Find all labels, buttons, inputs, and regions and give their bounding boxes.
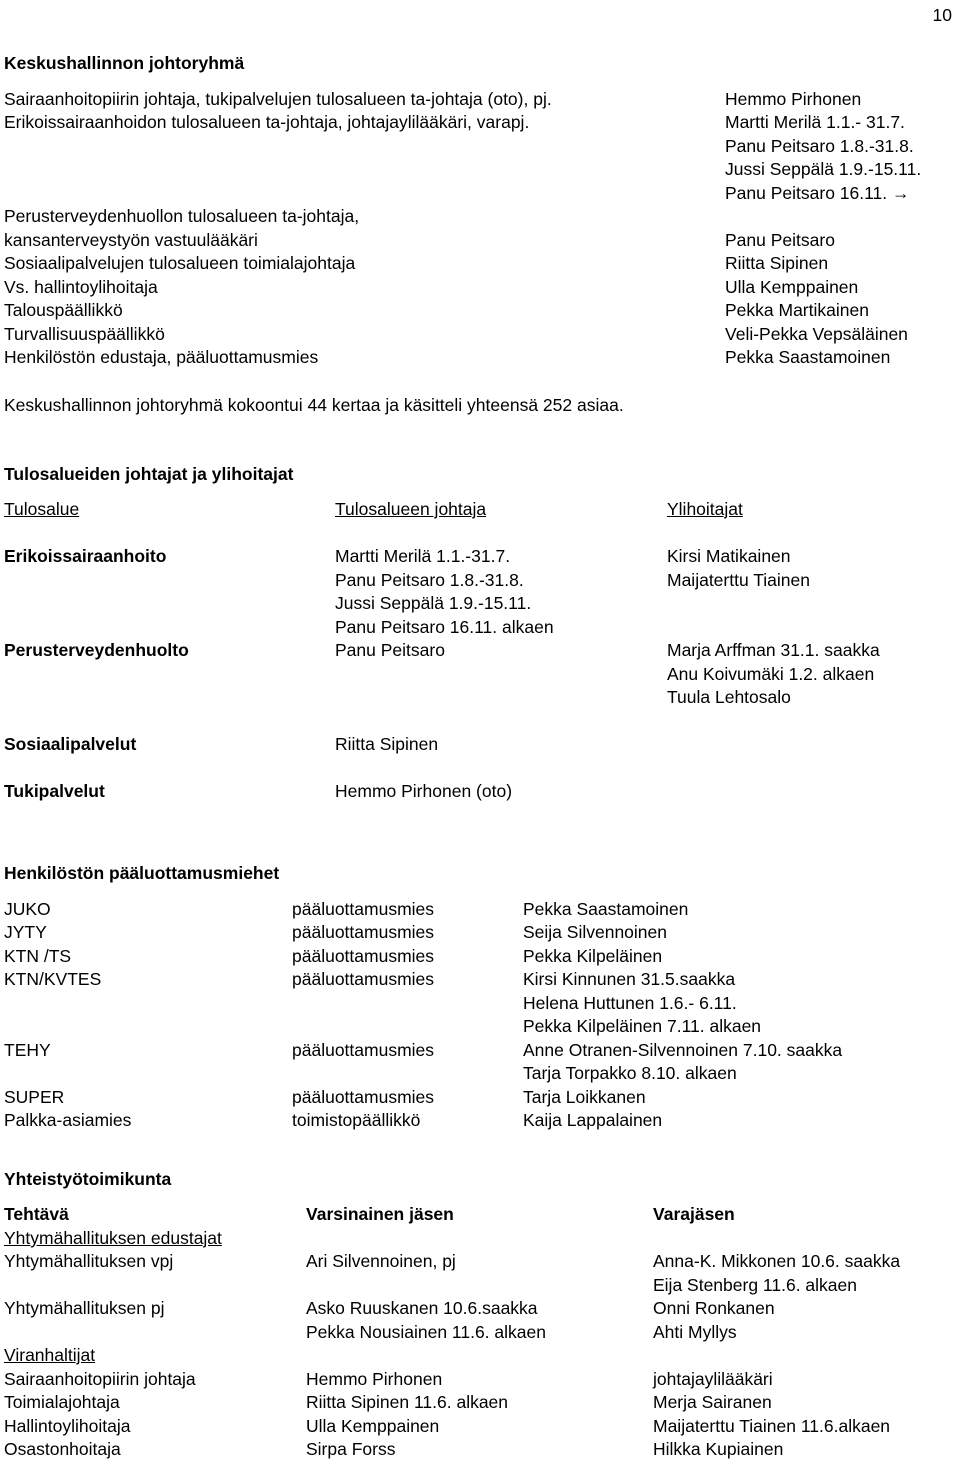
board-name: Panu Peitsaro 16.11. → [725,183,910,203]
committee-member: Hemmo Pirhonen [306,1369,443,1389]
areas-header-director: Tulosalueen johtaja [335,499,487,519]
board-role: Talouspäällikkö [4,300,123,320]
area-name: Erikoissairaanhoito [4,546,167,566]
steward-name: Helena Huttunen 1.6.- 6.11. [523,993,737,1013]
board-role: Vs. hallintoylihoitaja [4,277,158,297]
area-director: Panu Peitsaro 1.8.-31.8. [335,570,524,590]
area-director: Riitta Sipinen [335,734,439,754]
steward-name: Pekka Kilpeläinen 7.11. alkaen [523,1016,762,1036]
committee-deputy: Ahti Myllys [653,1322,737,1342]
committee-task: Yhtymähallituksen pj [4,1298,165,1318]
committee-member: Asko Ruuskanen 10.6.saakka [306,1298,538,1318]
steward-name: Kirsi Kinnunen 31.5.saakka [523,969,736,989]
board-summary: Keskushallinnon johtoryhmä kokoontui 44 kertaa ja käsitteli yhteensä 252 asiaa. [4,395,624,415]
committee-task: Yhtymähallituksen vpj [4,1251,174,1271]
board-role: Sairaanhoitopiirin johtaja, tukipalvelujen tulosalueen ta-johtaja (oto), pj. [4,89,552,109]
areas-header-nurses: Ylihoitajat [667,499,743,519]
committee-task: Osastonhoitaja [4,1439,121,1459]
committee-member: Sirpa Forss [306,1439,396,1459]
area-nurse: Kirsi Matikainen [667,546,791,566]
committee-group-label: Yhtymähallituksen edustajat [4,1228,222,1248]
board-role: kansanterveystyön vastuulääkäri [4,230,258,250]
committee-deputy: johtajaylilääkäri [653,1369,773,1389]
board-role: Erikoissairaanhoidon tulosalueen ta-johtaja, johtajaylilääkäri, varapj. [4,112,530,132]
board-role: Turvallisuuspäällikkö [4,324,165,344]
steward-title: toimistopäällikkö [292,1110,421,1130]
steward-name: Pekka Saastamoinen [523,899,689,919]
board-name: Hemmo Pirhonen [725,89,862,109]
committee-deputy: Maijaterttu Tiainen 11.6.alkaen [653,1416,891,1436]
board-name: Pekka Saastamoinen [725,347,891,367]
steward-org: JYTY [4,922,47,942]
steward-title: pääluottamusmies [292,922,435,942]
committee-deputy: Anna-K. Mikkonen 10.6. saakka [653,1251,901,1271]
area-director: Panu Peitsaro 16.11. alkaen [335,617,554,637]
stewards-heading: Henkilöstön pääluottamusmiehet [4,863,280,883]
board-name: Veli-Pekka Vepsäläinen [725,324,908,344]
committee-deputy: Hilkka Kupiainen [653,1439,784,1459]
board-role: Henkilöstön edustaja, pääluottamusmies [4,347,319,367]
committee-task: Sairaanhoitopiirin johtaja [4,1369,196,1389]
page-number: 10 [932,5,952,25]
committee-member: Ari Silvennoinen, pj [306,1251,456,1271]
board-name: Riitta Sipinen [725,253,829,273]
area-name: Perusterveydenhuolto [4,640,189,660]
steward-title: pääluottamusmies [292,1040,435,1060]
board-role: Perusterveydenhuollon tulosalueen ta-johtaja, [4,206,360,226]
committee-heading: Yhteistyötoimikunta [4,1169,172,1189]
committee-member: Ulla Kemppainen [306,1416,440,1436]
steward-name: Seija Silvennoinen [523,922,667,942]
steward-name: Kaija Lappalainen [523,1110,663,1130]
area-director: Hemmo Pirhonen (oto) [335,781,513,801]
board-name: Jussi Seppälä 1.9.-15.11. [725,159,922,179]
board-name: Pekka Martikainen [725,300,869,320]
area-name: Sosiaalipalvelut [4,734,137,754]
area-director: Panu Peitsaro [335,640,445,660]
committee-task: Hallintoylihoitaja [4,1416,131,1436]
steward-title: pääluottamusmies [292,969,435,989]
steward-name: Tarja Torpakko 8.10. alkaen [523,1063,737,1083]
committee-member: Riitta Sipinen 11.6. alkaen [306,1392,509,1412]
steward-name: Tarja Loikkanen [523,1087,646,1107]
committee-header-deputy: Varajäsen [653,1204,735,1224]
board-name: Panu Peitsaro [725,230,835,250]
steward-title: pääluottamusmies [292,1087,435,1107]
areas-heading: Tulosalueiden johtajat ja ylihoitajat [4,464,294,484]
steward-title: pääluottamusmies [292,899,435,919]
areas-header-area: Tulosalue [4,499,80,519]
steward-name: Anne Otranen-Silvennoinen 7.10. saakka [523,1040,843,1060]
area-nurse: Maijaterttu Tiainen [667,570,810,590]
board-heading: Keskushallinnon johtoryhmä [4,53,245,73]
area-nurse: Tuula Lehtosalo [667,687,791,707]
board-name: Panu Peitsaro 1.8.-31.8. [725,136,914,156]
steward-org: TEHY [4,1040,51,1060]
steward-org: JUKO [4,899,51,919]
committee-deputy: Merja Sairanen [653,1392,772,1412]
steward-org: KTN/KVTES [4,969,102,989]
board-name: Martti Merilä 1.1.- 31.7. [725,112,905,132]
committee-header-member: Varsinainen jäsen [306,1204,454,1224]
area-nurse: Marja Arffman 31.1. saakka [667,640,880,660]
committee-group-label: Viranhaltijat [4,1345,96,1365]
area-nurse: Anu Koivumäki 1.2. alkaen [667,664,875,684]
board-name: Ulla Kemppainen [725,277,859,297]
area-director: Martti Merilä 1.1.-31.7. [335,546,511,566]
steward-org: Palkka-asiamies [4,1110,132,1130]
committee-task: Toimialajohtaja [4,1392,120,1412]
committee-member: Pekka Nousiainen 11.6. alkaen [306,1322,546,1342]
area-director: Jussi Seppälä 1.9.-15.11. [335,593,532,613]
steward-name: Pekka Kilpeläinen [523,946,663,966]
area-name: Tukipalvelut [4,781,105,801]
committee-deputy: Eija Stenberg 11.6. alkaen [653,1275,857,1295]
steward-title: pääluottamusmies [292,946,435,966]
committee-deputy: Onni Ronkanen [653,1298,775,1318]
board-role: Sosiaalipalvelujen tulosalueen toimialajohtaja [4,253,356,273]
steward-org: SUPER [4,1087,65,1107]
committee-header-task: Tehtävä [4,1204,69,1224]
steward-org: KTN /TS [4,946,72,966]
